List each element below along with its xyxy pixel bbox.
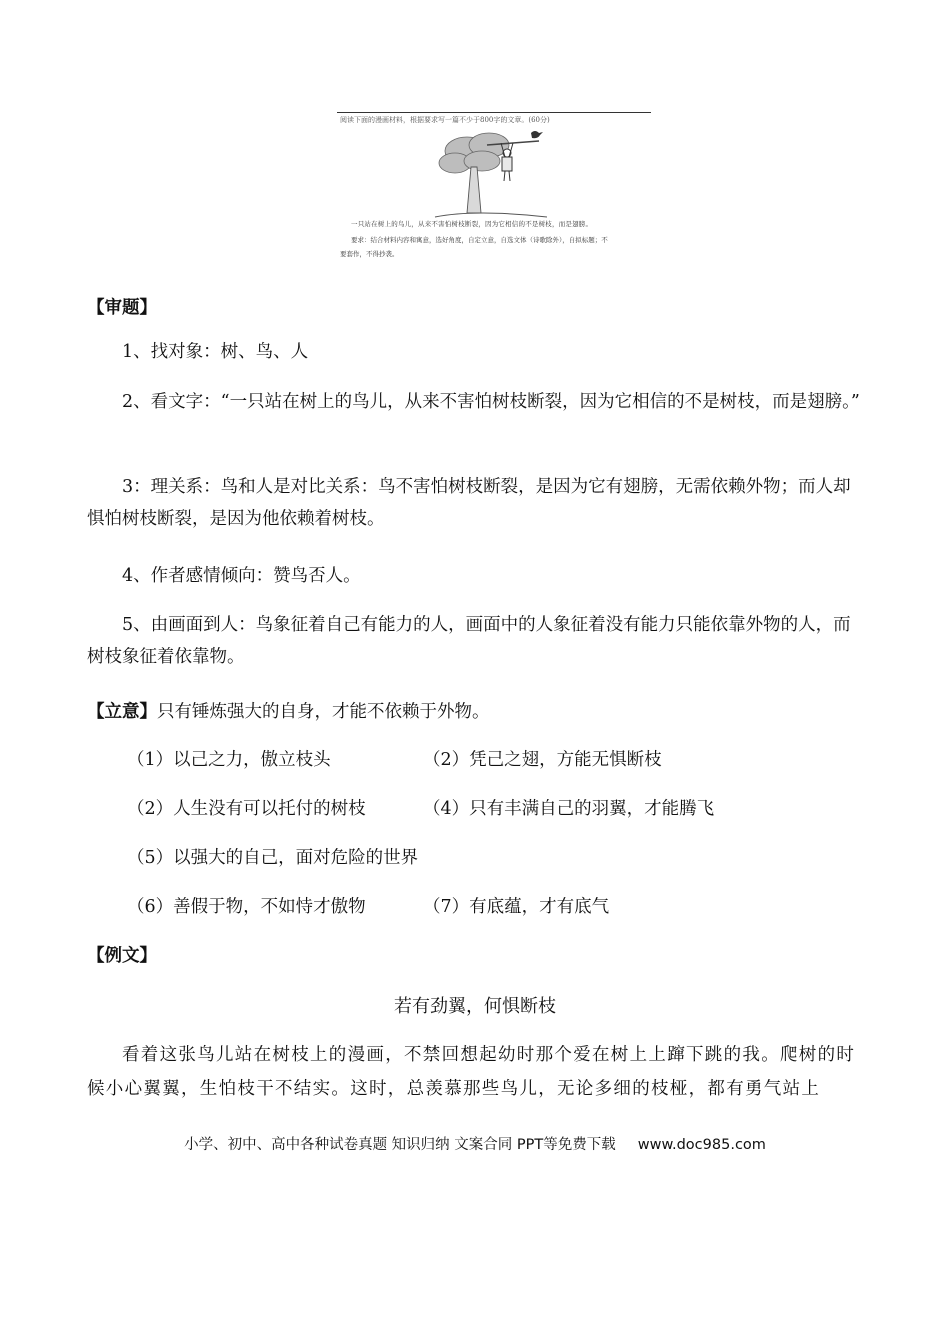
hanging-man	[501, 143, 513, 181]
tree-bird-man-drawing	[427, 127, 567, 221]
shenti-point-1: 1、找对象：树、鸟、人	[122, 342, 309, 362]
footer-url[interactable]: www.doc985.com	[637, 1137, 766, 1153]
footer-text: 小学、初中、高中各种试卷真题 知识归纳 文案合同 PPT等免费下载	[184, 1137, 616, 1153]
liyi-item: （4）只有丰满自己的羽翼，才能腾飞	[423, 799, 715, 819]
page-footer	[0, 1133, 950, 1154]
bird-icon	[531, 131, 543, 138]
figure-requirement-line-1: 要求：结合材料内容和寓意，选好角度，自定立意，自选文体（诗歌除外），自拟标题；不	[351, 236, 608, 244]
liyi-text: 只有锤炼强大的自身，才能不依赖于外物。	[157, 702, 490, 722]
liyi-item: （1）以己之力，傲立枝头	[127, 750, 331, 770]
liyi-item: （2）凭己之翅，方能无惧断枝	[423, 750, 662, 770]
figure-caption: 一只站在树上的鸟儿，从来不害怕树枝断裂，因为它相信的不是树枝，而是翅膀。	[351, 220, 593, 228]
liyi-item: （7）有底蕴，才有底气	[423, 897, 610, 917]
liyi-item: （5）以强大的自己，面对危险的世界	[127, 848, 419, 868]
shenti-point-4: 4、作者感情倾向：赞鸟否人。	[122, 566, 361, 586]
liyi-paragraph	[87, 696, 863, 728]
figure-requirement-line-2: 要套作，不得抄袭。	[340, 250, 399, 258]
liyi-item: （2）人生没有可以托付的树枝	[127, 799, 366, 819]
figure-prompt: 阅读下面的漫画材料，根据要求写一篇不少于800字的文章。(60分)	[340, 116, 550, 124]
shenti-heading: 【审题】	[87, 298, 157, 318]
liwen-heading: 【例文】	[87, 946, 157, 966]
essay-title: 若有劲翼，何惧断枝	[394, 996, 556, 1017]
cartoon-figure	[337, 112, 651, 261]
tree-ground	[435, 213, 547, 217]
essay-paragraph: 看着这张鸟儿站在树枝上的漫画，不禁回想起幼时那个爱在树上上蹿下跳的我。爬树的时候小心翼翼，生怕枝干不结实。这时，总羡慕那些鸟儿，无论多细的枝桠，都有勇气站上	[87, 1045, 856, 1099]
shenti-point-3: 3：理关系：鸟和人是对比关系：鸟不害怕树枝断裂，是因为它有翅膀，无需依赖外物；而人却惧怕树枝断裂，是因为他依赖着树枝。	[87, 477, 851, 529]
liyi-item: （6）善假于物，不如恃才傲物	[127, 897, 366, 917]
tree-trunk	[467, 167, 481, 213]
shenti-point-2: 2、看文字：“一只站在树上的鸟儿，从来不害怕树枝断裂，因为它相信的不是树枝，而是翅膀。”	[122, 392, 860, 412]
liyi-heading: 【立意】	[87, 702, 157, 722]
shenti-point-5: 5、由画面到人：鸟象征着自己有能力的人，画面中的人象征着没有能力只能依靠外物的人，而树枝象征着依靠物。	[87, 615, 851, 667]
